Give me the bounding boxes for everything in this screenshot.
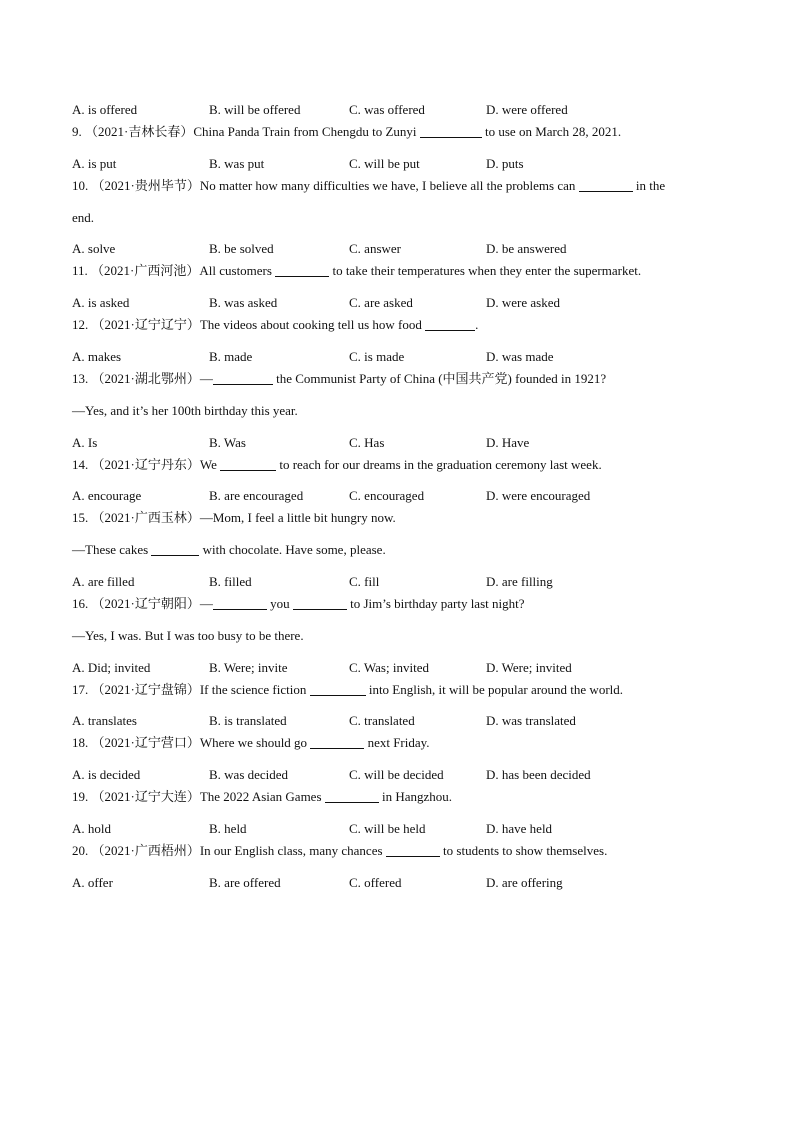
option-a: A. is offered bbox=[72, 102, 138, 117]
answer-blank bbox=[310, 734, 364, 749]
question-source: （2021·吉林长春） bbox=[85, 124, 194, 139]
option-a: A. translates bbox=[72, 713, 137, 729]
option-a: A. Is bbox=[72, 434, 98, 450]
options-row-8 bbox=[72, 99, 722, 121]
option-b: B. made bbox=[209, 348, 253, 364]
question-text-continued: end. bbox=[72, 209, 95, 225]
question-19 bbox=[72, 786, 722, 818]
question-text-end: next Friday. bbox=[367, 735, 430, 751]
option-b: B. are encouraged bbox=[209, 488, 304, 504]
answer-blank bbox=[310, 681, 366, 696]
answer-blank bbox=[420, 123, 482, 138]
question-text: All customers bbox=[199, 263, 272, 279]
question-text-end: to use on March 28, 2021. bbox=[485, 124, 622, 139]
question-text-end: . bbox=[475, 317, 479, 333]
question-text: We bbox=[199, 456, 217, 472]
question-text-end: to take their temperatures when they enter the supermarket. bbox=[332, 263, 642, 279]
option-c: C. offered bbox=[349, 874, 402, 890]
question-number: 16. bbox=[72, 595, 89, 611]
question-text-end: to reach for our dreams in the graduation ceremony last week. bbox=[279, 456, 602, 472]
question-source: （2021·广西梧州） bbox=[91, 842, 200, 858]
question-10 bbox=[72, 175, 722, 207]
option-c: C. will be held bbox=[349, 820, 426, 836]
question-13-continued bbox=[72, 400, 722, 432]
option-c: C. are asked bbox=[349, 295, 413, 311]
option-d: D. are filling bbox=[486, 573, 553, 589]
question-number: 20. bbox=[72, 842, 89, 858]
question-text: No matter how many difficulties we have, I believe all the problems can bbox=[199, 177, 576, 193]
question-source: （2021·贵州毕节） bbox=[91, 177, 200, 193]
options-row-13 bbox=[72, 432, 722, 454]
option-c: C. translated bbox=[349, 713, 415, 729]
option-b: B. are offered bbox=[209, 874, 281, 890]
question-10-continued bbox=[72, 207, 722, 239]
option-c: C. Was; invited bbox=[349, 659, 429, 675]
answer-blank bbox=[579, 177, 633, 192]
question-source: （2021·湖北鄂州） bbox=[91, 370, 200, 386]
options-row-18 bbox=[72, 764, 722, 786]
option-d: D. were offered bbox=[486, 102, 568, 117]
options-row-12 bbox=[72, 346, 722, 368]
question-text: Where we should go bbox=[199, 735, 308, 751]
question-13 bbox=[72, 368, 722, 400]
answer-blank bbox=[275, 262, 329, 277]
question-source: （2021·辽宁营口） bbox=[91, 735, 200, 751]
question-number: 11. bbox=[72, 263, 88, 279]
options-row-9 bbox=[72, 153, 722, 175]
question-16-continued bbox=[72, 625, 722, 657]
option-c: C. is made bbox=[349, 348, 405, 364]
question-text: China Panda Train from Chengdu to Zunyi bbox=[193, 124, 417, 139]
option-a: A. offer bbox=[72, 874, 113, 890]
answer-blank-1 bbox=[213, 595, 267, 610]
options-row-19 bbox=[72, 818, 722, 840]
question-text-end: into English, it will be popular around the world. bbox=[368, 681, 624, 697]
options-row-17 bbox=[72, 710, 722, 732]
option-b: B. held bbox=[209, 820, 247, 836]
question-source: （2021·辽宁大连） bbox=[91, 789, 200, 805]
option-b: B. was decided bbox=[209, 767, 289, 783]
option-d: D. was made bbox=[486, 348, 554, 364]
option-d: D. were encouraged bbox=[486, 488, 591, 504]
question-text-end: to Jim’s birthday party last night? bbox=[350, 595, 525, 611]
option-c: C. was offered bbox=[349, 102, 425, 117]
question-17 bbox=[72, 679, 722, 711]
options-row-16 bbox=[72, 657, 722, 679]
question-list bbox=[72, 99, 722, 894]
option-d: D. has been decided bbox=[486, 767, 591, 783]
option-d: D. Were; invited bbox=[486, 659, 572, 675]
option-a: A. Did; invited bbox=[72, 659, 151, 675]
answer-blank bbox=[220, 456, 276, 471]
options-row-11 bbox=[72, 292, 722, 314]
question-20 bbox=[72, 840, 722, 872]
question-text-end: in the bbox=[635, 177, 666, 193]
options-row-10 bbox=[72, 238, 722, 260]
option-a: A. is decided bbox=[72, 767, 141, 783]
option-c: C. will be put bbox=[349, 155, 420, 171]
question-9 bbox=[72, 121, 722, 153]
option-a: A. is asked bbox=[72, 295, 130, 311]
question-15-continued bbox=[72, 539, 722, 571]
question-text: The 2022 Asian Games bbox=[199, 789, 322, 805]
question-number: 10. bbox=[72, 177, 89, 193]
question-number: 13. bbox=[72, 370, 89, 386]
question-11 bbox=[72, 260, 722, 292]
option-b: B. filled bbox=[209, 573, 252, 589]
option-c: C. encouraged bbox=[349, 488, 425, 504]
options-row-20 bbox=[72, 872, 722, 894]
option-d: D. are offering bbox=[486, 874, 563, 890]
option-d: D. was translated bbox=[486, 713, 576, 729]
question-source: （2021·广西玉林） bbox=[91, 510, 200, 526]
question-12 bbox=[72, 314, 722, 346]
answer-blank-2 bbox=[293, 595, 347, 610]
option-b: B. be solved bbox=[209, 241, 274, 257]
question-number: 9. bbox=[72, 124, 82, 139]
answer-blank bbox=[386, 842, 440, 857]
option-b: B. Were; invite bbox=[209, 659, 288, 675]
question-18 bbox=[72, 732, 722, 764]
question-14 bbox=[72, 454, 722, 486]
question-number: 17. bbox=[72, 681, 89, 697]
question-text-continued: —Yes, and it’s her 100th birthday this year. bbox=[72, 402, 298, 418]
question-source: （2021·广西河池） bbox=[91, 263, 200, 279]
question-text-end: to students to show themselves. bbox=[443, 842, 608, 858]
question-text: If the science fiction bbox=[199, 681, 307, 697]
answer-blank bbox=[425, 316, 475, 331]
option-b: B. was asked bbox=[209, 295, 278, 311]
question-text: —Mom, I feel a little bit hungry now. bbox=[199, 510, 396, 526]
question-text-end: the Communist Party of China (中国共产党) founded in 1921? bbox=[276, 370, 607, 386]
question-number: 12. bbox=[72, 317, 89, 333]
question-number: 14. bbox=[72, 456, 89, 472]
option-d: D. were asked bbox=[486, 295, 560, 311]
question-text-mid: you bbox=[270, 595, 290, 611]
option-d: D. puts bbox=[486, 155, 524, 171]
option-a: A. encourage bbox=[72, 488, 142, 504]
option-c: C. fill bbox=[349, 573, 380, 589]
question-number: 19. bbox=[72, 789, 89, 805]
options-row-15 bbox=[72, 571, 722, 593]
option-a: A. makes bbox=[72, 348, 122, 364]
option-c: C. answer bbox=[349, 241, 401, 257]
option-a: A. are filled bbox=[72, 573, 135, 589]
option-c: C. will be decided bbox=[349, 767, 444, 783]
option-b: B. was put bbox=[209, 155, 265, 171]
question-text: In our English class, many chances bbox=[199, 842, 383, 858]
option-d: D. be answered bbox=[486, 241, 567, 257]
question-number: 15. bbox=[72, 510, 89, 526]
question-16 bbox=[72, 593, 722, 625]
option-a: A. solve bbox=[72, 241, 116, 257]
question-number: 18. bbox=[72, 735, 89, 751]
option-c: C. Has bbox=[349, 434, 385, 450]
question-text: — bbox=[199, 370, 213, 386]
question-source: （2021·辽宁朝阳） bbox=[91, 595, 200, 611]
question-text-end: in Hangzhou. bbox=[382, 789, 453, 805]
question-source: （2021·辽宁盘锦） bbox=[91, 681, 200, 697]
option-b: B. is translated bbox=[209, 713, 287, 729]
question-source: （2021·辽宁丹东） bbox=[91, 456, 200, 472]
options-row-14 bbox=[72, 485, 722, 507]
answer-blank bbox=[213, 370, 273, 385]
option-a: A. is put bbox=[72, 155, 117, 171]
option-b: B. Was bbox=[209, 434, 246, 450]
option-b: B. will be offered bbox=[209, 102, 301, 117]
answer-blank bbox=[151, 541, 199, 556]
question-15 bbox=[72, 507, 722, 539]
answer-blank bbox=[325, 788, 379, 803]
option-a: A. hold bbox=[72, 820, 111, 836]
question-text-end: with chocolate. Have some, please. bbox=[202, 542, 386, 558]
option-d: D. have held bbox=[486, 820, 553, 836]
question-text: — bbox=[199, 595, 213, 611]
question-text: The videos about cooking tell us how food bbox=[199, 317, 422, 333]
question-text-continued: —These cakes bbox=[72, 542, 149, 558]
question-source: （2021·辽宁辽宁） bbox=[91, 317, 200, 333]
option-d: D. Have bbox=[486, 434, 530, 450]
question-text-continued: —Yes, I was. But I was too busy to be there. bbox=[72, 627, 304, 643]
